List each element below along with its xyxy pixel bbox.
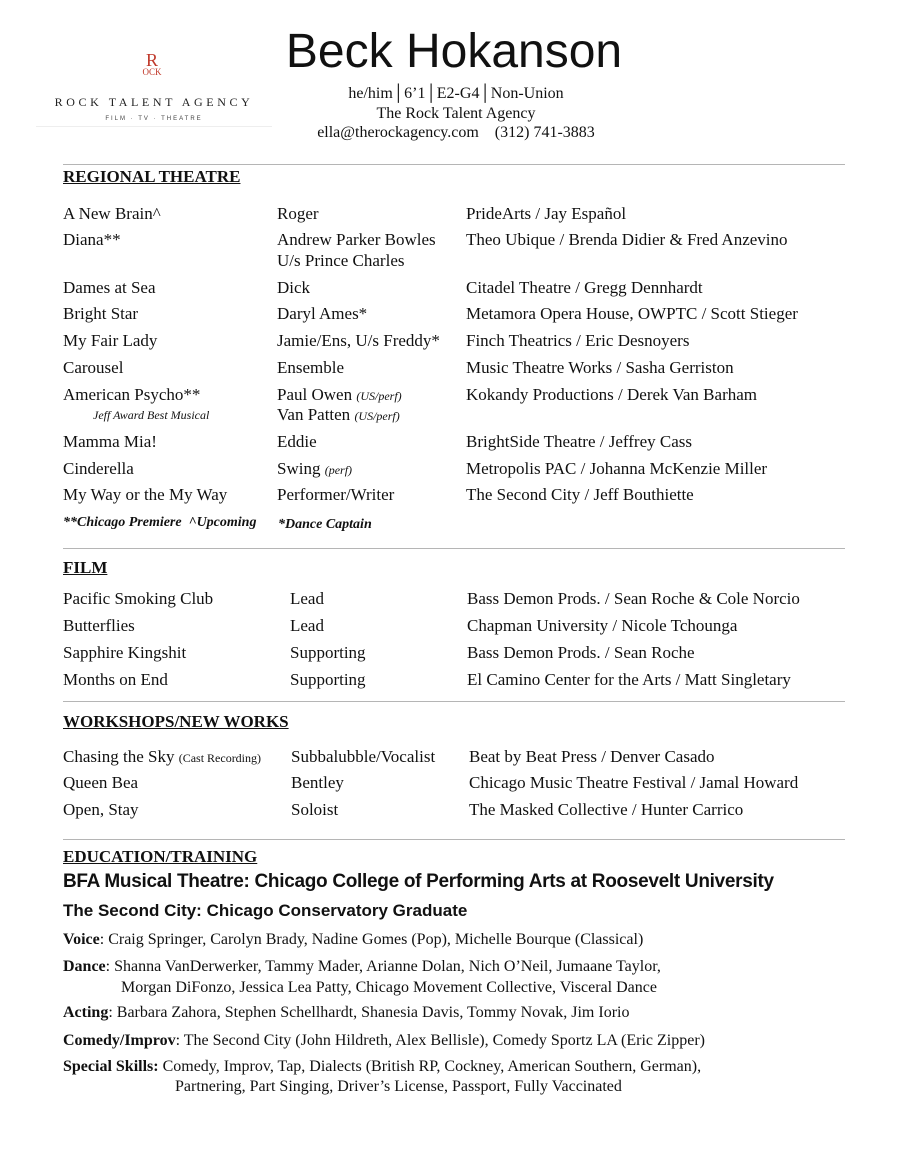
- credit-company: Finch Theatrics / Eric Desnoyers: [466, 331, 690, 350]
- training-acting: Acting: Barbara Zahora, Stephen Schellhardt, Shanesia Davis, Tommy Novak, Jim Iorio: [63, 1004, 630, 1021]
- credit-show: Diana**: [63, 230, 121, 249]
- credit-role: Daryl Ames*: [277, 304, 368, 323]
- film-company: Bass Demon Prods. / Sean Roche & Cole Norcio: [467, 589, 800, 608]
- credit-role: Dick: [277, 278, 311, 297]
- workshop-role: Subbalubble/Vocalist: [291, 747, 436, 766]
- workshop-role: Soloist: [291, 800, 339, 819]
- credit-show: My Way or the My Way: [63, 485, 228, 504]
- actor-stats: he/him│6’1│E2-G4│Non-Union: [348, 85, 564, 102]
- film-title: Pacific Smoking Club: [63, 589, 214, 608]
- credit-company: Metropolis PAC / Johanna McKenzie Miller: [466, 459, 768, 478]
- workshop-title: Chasing the Sky (Cast Recording): [63, 747, 262, 766]
- workshop-company: Chicago Music Theatre Festival / Jamal Howard: [469, 773, 799, 792]
- credit-company: Music Theatre Works / Sasha Gerriston: [466, 358, 734, 377]
- credit-company: PrideArts / Jay Español: [466, 204, 627, 223]
- section-heading-regional: REGIONAL THEATRE: [63, 167, 241, 186]
- section-divider: [63, 548, 845, 549]
- film-role: Lead: [290, 616, 324, 635]
- actor-name: Beck Hokanson: [285, 25, 623, 78]
- credit-role: Andrew Parker Bowles: [277, 230, 436, 249]
- header-contact: ella@therockagency.com (312) 741-3883: [317, 124, 595, 141]
- training-special-skills: Special Skills: Comedy, Improv, Tap, Dialects (British RP, Cockney, American Southern, German),: [63, 1058, 702, 1075]
- credit-show: Bright Star: [63, 304, 139, 323]
- credit-company: BrightSide Theatre / Jeffrey Cass: [466, 432, 692, 451]
- credit-show: My Fair Lady: [63, 331, 158, 350]
- section-divider: [63, 701, 845, 702]
- workshop-role: Bentley: [291, 773, 344, 792]
- credit-role: Roger: [277, 204, 319, 223]
- training-dance: Dance: Shanna VanDerwerker, Tammy Mader, Arianne Dolan, Nich O’Neil, Jumaane Taylor,: [63, 958, 661, 975]
- training-comedy: Comedy/Improv: The Second City (John Hildreth, Alex Bellisle), Comedy Sportz LA (Eric Zipper): [63, 1032, 705, 1049]
- credit-show: Carousel: [63, 358, 124, 377]
- credit-show: A New Brain^: [63, 204, 161, 223]
- credit-role-secondary: U/s Prince Charles: [277, 251, 405, 270]
- credit-company: Theo Ubique / Brenda Didier & Fred Anzevino: [466, 230, 788, 249]
- training-voice: Voice: Craig Springer, Carolyn Brady, Nadine Gomes (Pop), Michelle Bourque (Classical): [63, 931, 644, 948]
- legend-premiere-upcoming: **Chicago Premiere ^Upcoming: [63, 515, 257, 530]
- credit-show: American Psycho**: [63, 385, 201, 404]
- education-degree: BFA Musical Theatre: Chicago College of Performing Arts at Roosevelt University: [63, 871, 774, 892]
- legend-dance-captain: *Dance Captain: [278, 517, 372, 532]
- agency-logo-tagline: FILM · TV · THEATRE: [105, 116, 203, 122]
- role-note: (perf): [324, 463, 353, 477]
- agency-logo-name: ROCK TALENT AGENCY: [54, 95, 254, 109]
- workshop-company: The Masked Collective / Hunter Carrico: [469, 800, 744, 819]
- training-dance-continued: Morgan DiFonzo, Jessica Lea Patty, Chicago Movement Collective, Visceral Dance: [121, 979, 657, 996]
- section-divider: [63, 164, 845, 165]
- credit-show: Cinderella: [63, 459, 134, 478]
- credit-role: Swing (perf): [277, 459, 353, 478]
- film-role: Supporting: [290, 643, 366, 662]
- section-heading-film: FILM: [63, 558, 108, 577]
- workshop-title-note: (Cast Recording): [178, 751, 262, 765]
- credit-show: Mamma Mia!: [63, 432, 157, 451]
- education-program: The Second City: Chicago Conservatory Graduate: [63, 901, 468, 920]
- film-company: El Camino Center for the Arts / Matt Singletary: [467, 670, 791, 689]
- section-heading-workshops: WORKSHOPS/NEW WORKS: [63, 712, 289, 731]
- logo-divider: [36, 126, 272, 127]
- credit-role-secondary: Van Patten (US/perf): [277, 405, 400, 424]
- film-title: Months on End: [63, 670, 168, 689]
- credit-role: Jamie/Ens, U/s Freddy*: [277, 331, 440, 350]
- credit-show: Dames at Sea: [63, 278, 156, 297]
- workshop-company: Beat by Beat Press / Denver Casado: [469, 747, 715, 766]
- workshop-title: Queen Bea: [63, 773, 139, 792]
- film-company: Bass Demon Prods. / Sean Roche: [467, 643, 695, 662]
- role-note: (US/perf): [356, 389, 402, 403]
- role-note: (US/perf): [354, 409, 400, 423]
- credit-role: Paul Owen (US/perf): [277, 385, 402, 404]
- film-role: Supporting: [290, 670, 366, 689]
- credit-role: Performer/Writer: [277, 485, 395, 504]
- film-company: Chapman University / Nicole Tchounga: [467, 616, 738, 635]
- credit-role: Eddie: [277, 432, 317, 451]
- section-heading-education: EDUCATION/TRAINING: [63, 847, 258, 866]
- credit-company: Citadel Theatre / Gregg Dennhardt: [466, 278, 703, 297]
- header-agency: The Rock Talent Agency: [376, 105, 536, 122]
- training-special-skills-continued: Partnering, Part Singing, Driver’s License, Passport, Fully Vaccinated: [175, 1078, 622, 1095]
- agency-logo-mark: R OCK: [142, 50, 162, 77]
- section-divider: [63, 839, 845, 840]
- credit-company: The Second City / Jeff Bouthiette: [466, 485, 694, 504]
- film-title: Sapphire Kingshit: [63, 643, 187, 662]
- credit-company: Kokandy Productions / Derek Van Barham: [466, 385, 757, 404]
- credit-role: Ensemble: [277, 358, 345, 377]
- credit-show-award-note: Jeff Award Best Musical: [93, 408, 210, 422]
- film-role: Lead: [290, 589, 324, 608]
- film-title: Butterflies: [63, 616, 135, 635]
- credit-company: Metamora Opera House, OWPTC / Scott Stieger: [466, 304, 798, 323]
- workshop-title: Open, Stay: [63, 800, 139, 819]
